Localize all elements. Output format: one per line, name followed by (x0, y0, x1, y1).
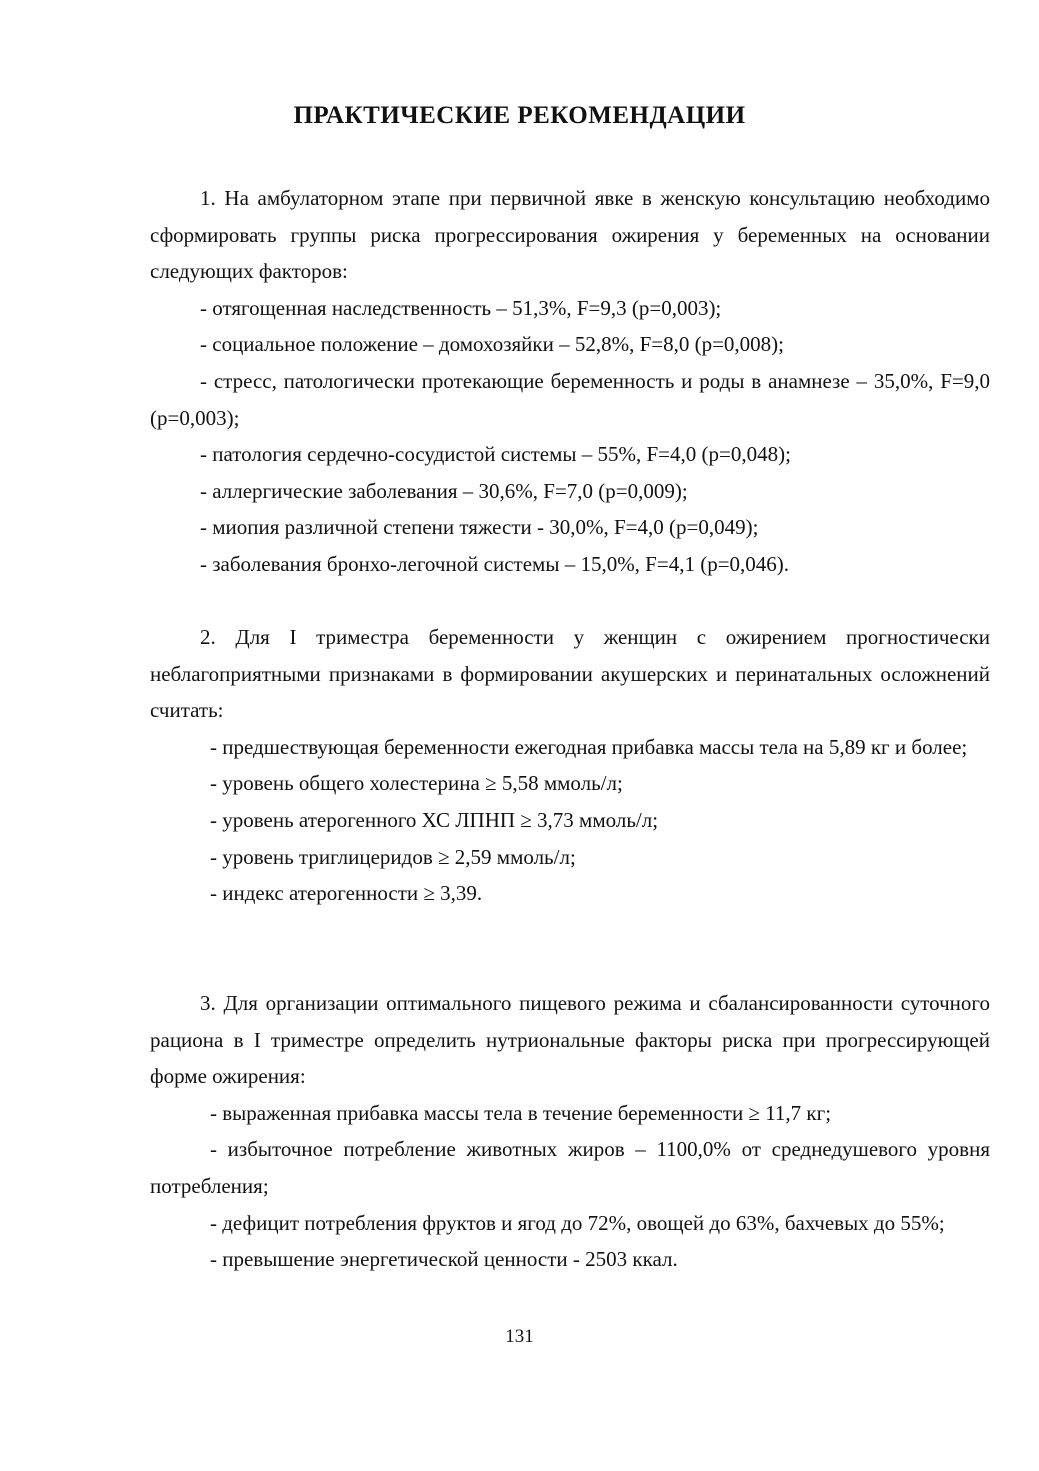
section-3-item: - выраженная прибавка массы тела в течение беременности ≥ 11,7 кг; (210, 1100, 832, 1125)
section-2-intro: 2. Для I триместра беременности у женщин с ожирением прогностически неблагоприятными признаками в формировании акушерских и перинатальных осложнений считать: (150, 625, 990, 723)
section-1-item: - миопия различной степени тяжести - 30,0%, F=4,0 (p=0,049); (200, 515, 759, 540)
section-2-item: - уровень триглицеридов ≥ 2,59 ммоль/л; (210, 844, 576, 869)
section-1-item: - заболевания бронхо-легочной системы – 15,0%, F=4,1 (p=0,046). (200, 551, 790, 576)
section-3-intro: 3. Для организации оптимального пищевого режима и сбалансированности суточного рациона в I триместре определить нутриональные факторы риска при прогрессирующей форме ожирения: (150, 991, 990, 1089)
section-2-item: - индекс атерогенности ≥ 3,39. (210, 881, 483, 906)
section-2 (150, 619, 990, 912)
section-1-item: - отягощенная наследственность – 51,3%, F=9,3 (p=0,003); (200, 295, 722, 320)
section-1-item: - аллергические заболевания – 30,6%, F=7,0 (p=0,009); (200, 478, 688, 503)
section-1 (150, 180, 990, 583)
page-title: ПРАКТИЧЕСКИЕ РЕКОМЕНДАЦИИ (293, 102, 746, 129)
section-2-item: - уровень общего холестерина ≥ 5,58 ммоль/л; (210, 771, 623, 796)
page-number: 131 (505, 1326, 534, 1347)
section-1-item: - социальное положение – домохозяйки – 52,8%, F=8,0 (p=0,008); (200, 332, 785, 357)
section-2-item: - предшествующая беременности ежегодная прибавка массы тела на 5,89 кг и более; (210, 734, 968, 759)
section-3-item: - дефицит потребления фруктов и ягод до 72%, овощей до 63%, бахчевых до 55%; (210, 1210, 945, 1235)
section-3-item: - избыточное потребление животных жиров – 1100,0% от среднедушевого уровня потребления; (150, 1137, 990, 1198)
section-1-intro: 1. На амбулаторном этапе при первичной явке в женскую консультацию необходимо сформировать группы риска прогрессирования ожирения у беременных на основании следующих факторов: (150, 186, 990, 284)
section-2-item: - уровень атерогенного ХС ЛПНП ≥ 3,73 ммоль/л; (210, 807, 659, 832)
section-1-item: - патология сердечно-сосудистой системы – 55%, F=4,0 (p=0,048); (200, 442, 791, 467)
section-3 (150, 985, 990, 1278)
section-3-item: - превышение энергетической ценности - 2503 ккал. (210, 1247, 678, 1272)
section-1-item: - стресс, патологически протекающие беременность и роды в анамнезе – 35,0%, F=9,0 (p=0,003); (150, 368, 990, 430)
